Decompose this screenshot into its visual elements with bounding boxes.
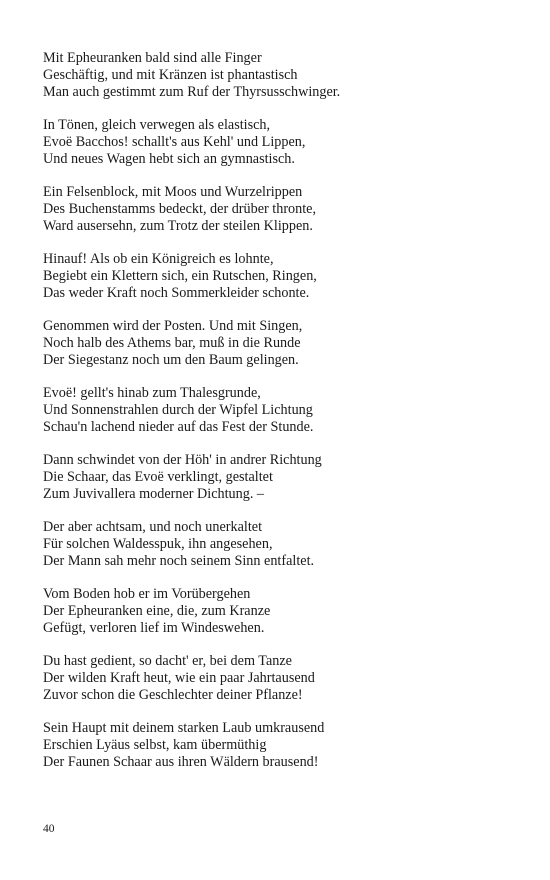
stanza	[43, 50, 523, 101]
verse-line: Erschien Lyäus selbst, kam übermüthig	[43, 737, 267, 753]
verse-line: In Tönen, gleich verwegen als elastisch,	[43, 117, 271, 133]
verse-line: Vom Boden hob er im Vorübergehen	[43, 586, 251, 602]
verse-line: Für solchen Waldesspuk, ihn angesehen,	[43, 536, 273, 552]
verse-line: Mit Epheuranken bald sind alle Finger	[43, 50, 262, 66]
verse-line: Der Mann sah mehr noch seinem Sinn entfaltet.	[43, 553, 315, 569]
stanza	[43, 720, 523, 771]
stanza	[43, 519, 523, 570]
poem-body	[43, 50, 523, 787]
verse-line: Des Buchenstamms bedeckt, der drüber thronte,	[43, 201, 317, 217]
stanza	[43, 251, 523, 302]
verse-line: Sein Haupt mit deinem starken Laub umkrausend	[43, 720, 325, 736]
verse-line: Der Siegestanz noch um den Baum gelingen.	[43, 352, 299, 368]
stanza	[43, 452, 523, 503]
verse-line: Der Epheuranken eine, die, zum Kranze	[43, 603, 271, 619]
verse-line: Evoë! gellt's hinab zum Thalesgrunde,	[43, 385, 261, 401]
verse-line: Und neues Wagen hebt sich an gymnastisch.	[43, 151, 295, 167]
verse-line: Dann schwindet von der Höh' in andrer Richtung	[43, 452, 322, 468]
verse-line: Ward ausersehn, zum Trotz der steilen Klippen.	[43, 218, 313, 234]
verse-line: Der wilden Kraft heut, wie ein paar Jahrtausend	[43, 670, 315, 686]
verse-line: Hinauf! Als ob ein Königreich es lohnte,	[43, 251, 274, 267]
stanza	[43, 184, 523, 235]
verse-line: Und Sonnenstrahlen durch der Wipfel Lichtung	[43, 402, 313, 418]
verse-line: Begiebt ein Klettern sich, ein Rutschen, Ringen,	[43, 268, 317, 284]
verse-line: Das weder Kraft noch Sommerkleider schonte.	[43, 285, 310, 301]
verse-line: Der aber achtsam, und noch unerkaltet	[43, 519, 263, 535]
verse-line: Du hast gedient, so dacht' er, bei dem Tanze	[43, 653, 292, 669]
verse-line: Man auch gestimmt zum Ruf der Thyrsusschwinger.	[43, 84, 341, 100]
verse-line: Der Faunen Schaar aus ihren Wäldern brausend!	[43, 754, 319, 770]
verse-line: Zum Juvivallera moderner Dichtung. –	[43, 486, 265, 502]
stanza	[43, 117, 523, 168]
verse-line: Evoë Bacchos! schallt's aus Kehl' und Lippen,	[43, 134, 306, 150]
verse-line: Zuvor schon die Geschlechter deiner Pflanze!	[43, 687, 303, 703]
stanza	[43, 318, 523, 369]
verse-line: Ein Felsenblock, mit Moos und Wurzelrippen	[43, 184, 303, 200]
verse-line: Noch halb des Athems bar, muß in die Runde	[43, 335, 301, 351]
verse-line: Schau'n lachend nieder auf das Fest der Stunde.	[43, 419, 314, 435]
verse-line: Genommen wird der Posten. Und mit Singen,	[43, 318, 303, 334]
page-number: 40	[43, 823, 55, 835]
verse-line: Die Schaar, das Evoë verklingt, gestaltet	[43, 469, 273, 485]
stanza	[43, 586, 523, 637]
stanza	[43, 385, 523, 436]
stanza	[43, 653, 523, 704]
verse-line: Gefügt, verloren lief im Windeswehen.	[43, 620, 265, 636]
verse-line: Geschäftig, und mit Kränzen ist phantastisch	[43, 67, 298, 83]
